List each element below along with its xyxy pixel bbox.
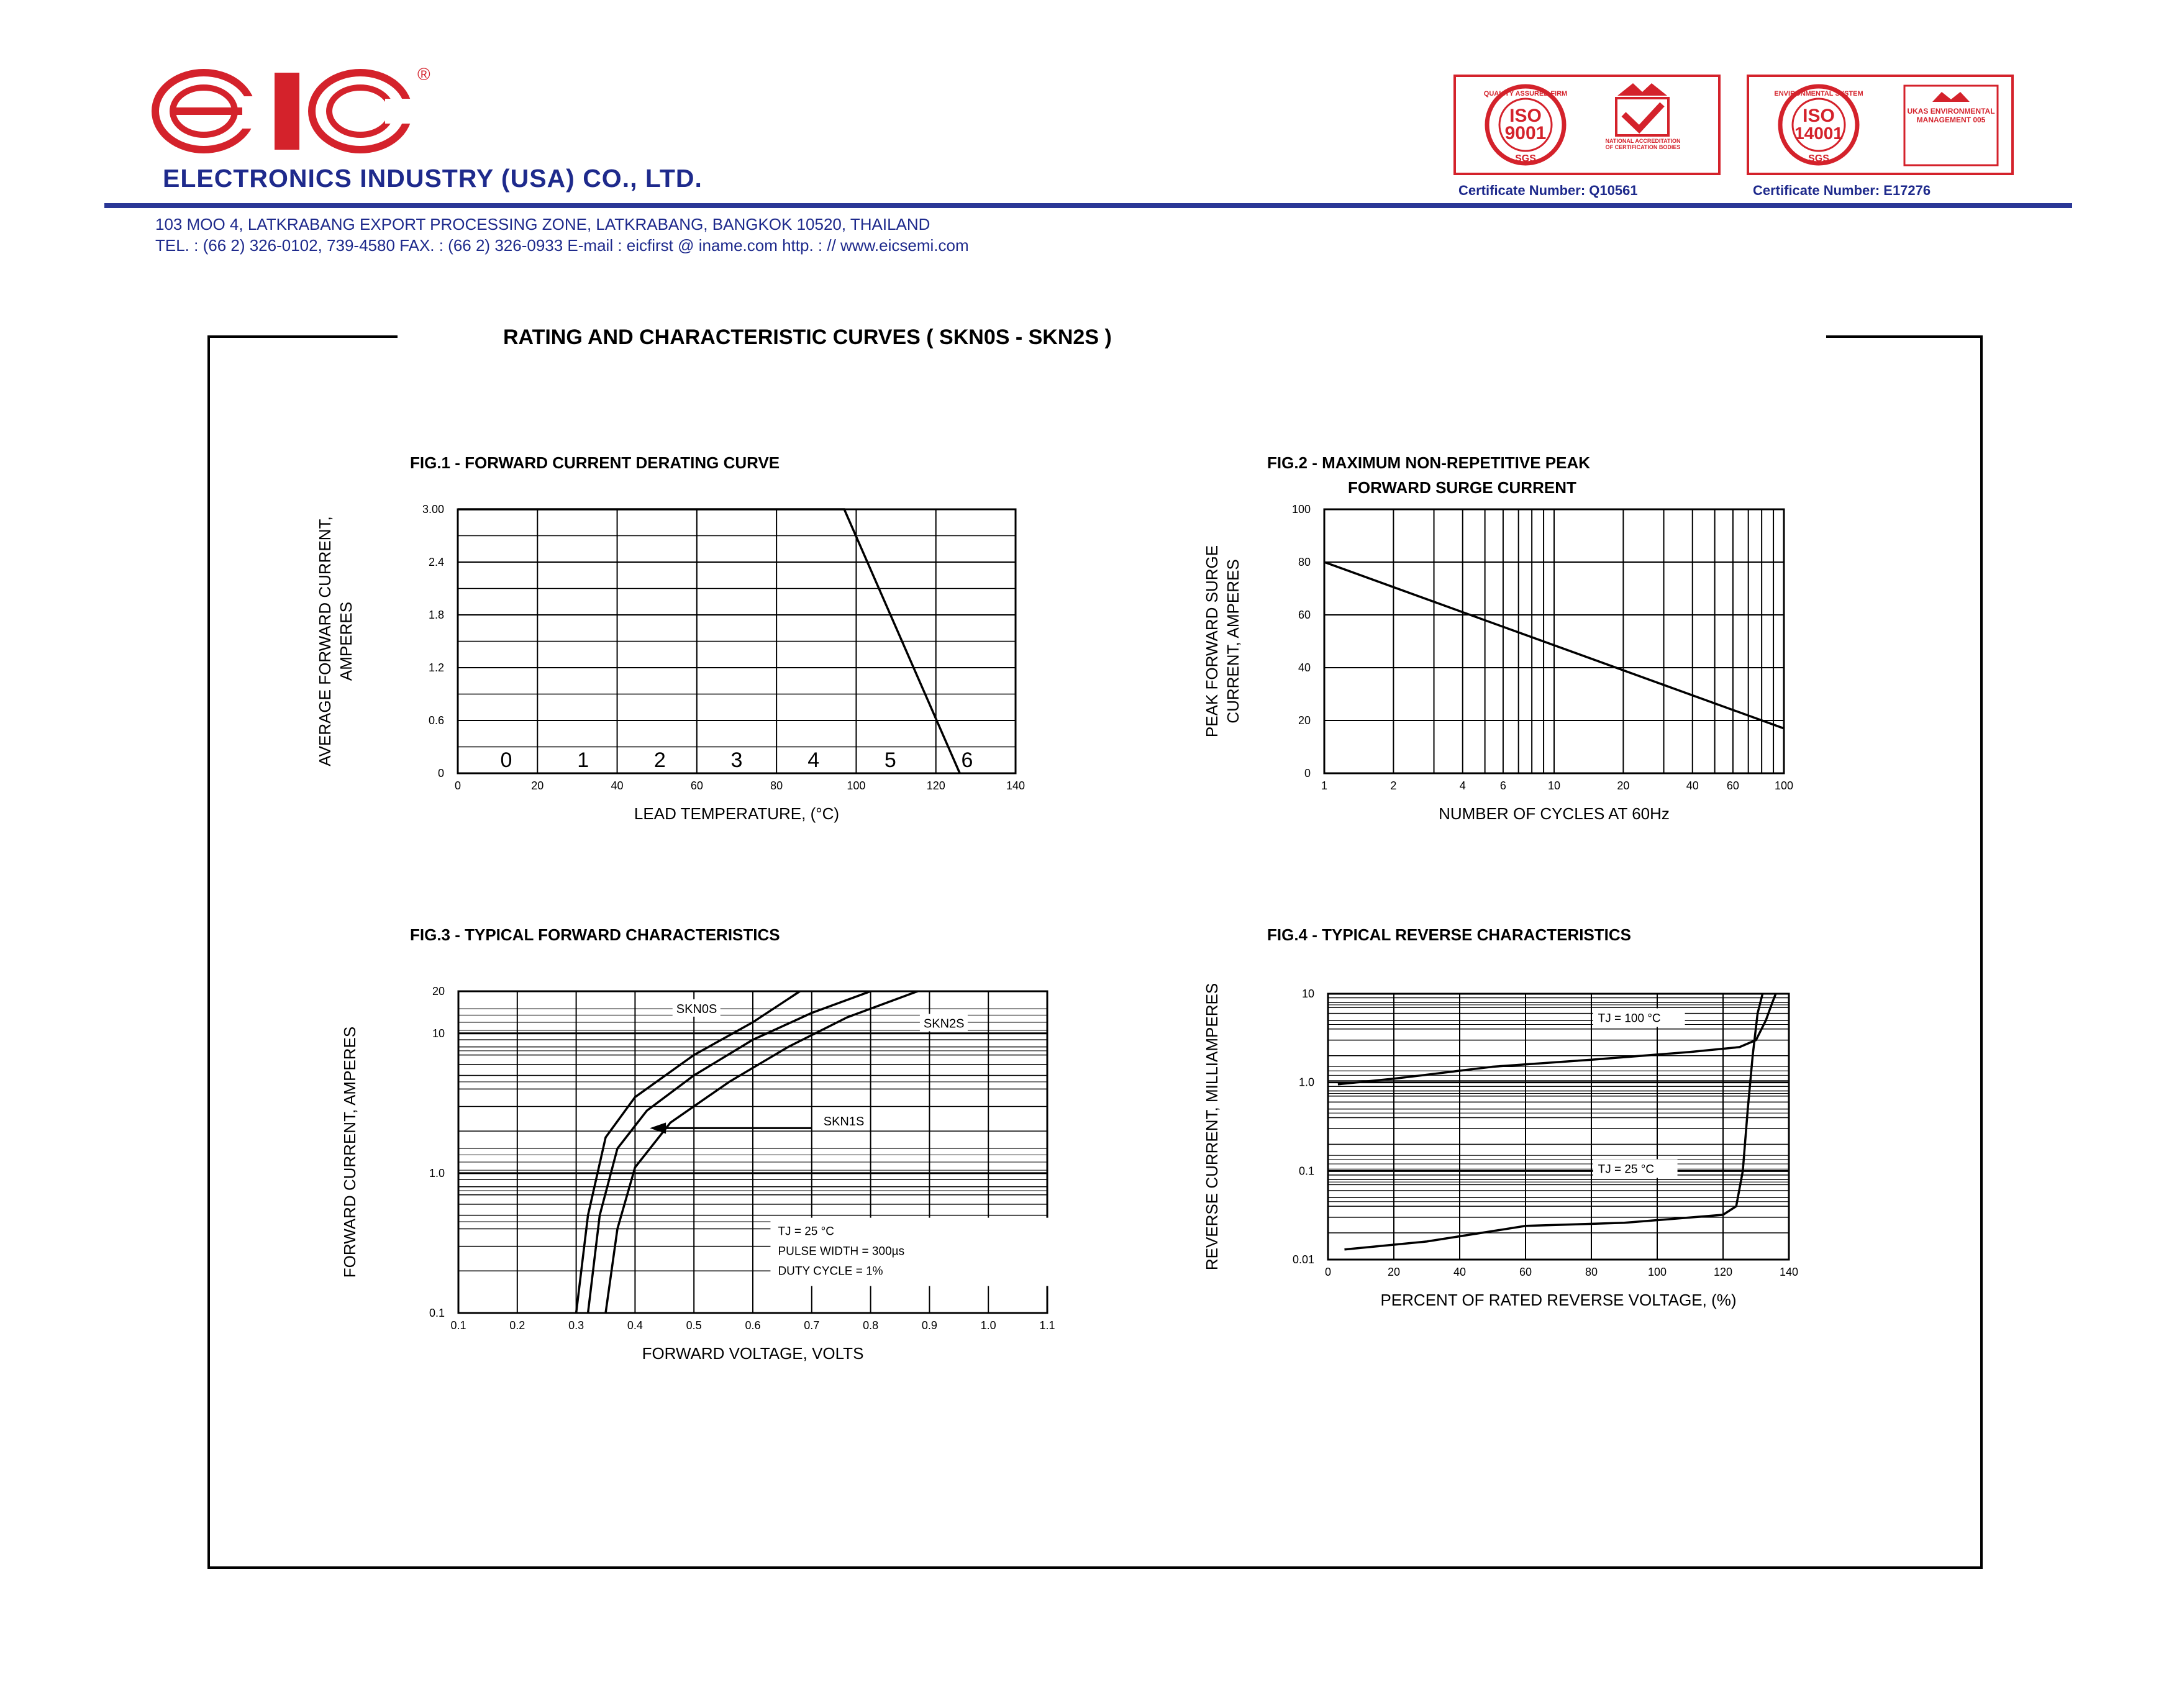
y-tick-label: 1.8 — [428, 609, 444, 621]
fig3-title: FIG.3 - TYPICAL FORWARD CHARACTERISTICS — [410, 925, 780, 944]
x-tick-label: 2 — [1390, 779, 1397, 792]
x-tick-label: 0.2 — [509, 1319, 525, 1332]
crown-icon — [1617, 83, 1667, 96]
arrow-head-icon — [650, 1122, 666, 1133]
company-contact: TEL. : (66 2) 326-0102, 739-4580 FAX. : (66 2) 326-0933 E-mail : eicfirst @ iname.com http. : // www.eicsemi.com — [155, 236, 969, 255]
x-tick-label: 60 — [1726, 779, 1739, 792]
y-axis-label: AMPERES — [337, 601, 355, 681]
y-tick-label: 80 — [1298, 556, 1311, 568]
x-tick-label: 4 — [1459, 779, 1466, 792]
x-tick-label: 100 — [1774, 779, 1794, 792]
series-label-skn2s: SKN2S — [923, 1017, 965, 1031]
y-axis-label: FORWARD CURRENT, AMPERES — [340, 1026, 359, 1278]
y-tick-label: 10 — [432, 1027, 445, 1040]
y-tick-label: 0.6 — [428, 714, 444, 727]
y-tick-label: 10 — [1301, 988, 1314, 1000]
iso14001-badge — [1747, 75, 2014, 175]
registered-mark: ® — [417, 65, 430, 84]
x-tick-label: 1.1 — [1039, 1319, 1055, 1332]
y-tick-label: 60 — [1298, 609, 1311, 621]
iso14001-number: 14001 — [1794, 124, 1843, 143]
y-tick-label: 0 — [1304, 767, 1311, 779]
x-tick-label: 1 — [1321, 779, 1328, 792]
x-tick-label: 20 — [531, 779, 544, 792]
iso9001-number: 9001 — [1504, 123, 1547, 143]
y-tick-label: 0.01 — [1292, 1253, 1314, 1266]
page-title: RATING AND CHARACTERISTIC CURVES ( SKN0S - SKN2S ) — [503, 325, 1112, 349]
x-tick-label: 120 — [926, 779, 945, 792]
y-tick-label: 0.1 — [429, 1307, 445, 1319]
iso14001-body: SGS — [1808, 153, 1829, 164]
x-tick-label: 80 — [770, 779, 783, 792]
x-axis-label: FORWARD VOLTAGE, VOLTS — [642, 1344, 864, 1363]
company-address: 103 MOO 4, LATKRABANG EXPORT PROCESSING ZONE, LATKRABANG, BANGKOK 10520, THAILAND — [155, 215, 930, 234]
iso9001-badge — [1453, 75, 1721, 175]
x-axis-label: PERCENT OF RATED REVERSE VOLTAGE, (%) — [1380, 1291, 1737, 1309]
x-tick-label: 80 — [1585, 1266, 1598, 1278]
annotation-text: TJ = 25 °C — [778, 1225, 834, 1238]
y-tick-label: 0 — [437, 767, 444, 779]
x-tick-label: 20 — [1617, 779, 1630, 792]
annotation-text: PULSE WIDTH = 300µs — [778, 1245, 905, 1258]
iso14001-side-text: UKAS ENVIRONMENTAL MANAGEMENT 005 — [1907, 107, 1995, 124]
x-tick-label: 0.6 — [745, 1319, 761, 1332]
inner-label: 5 — [884, 748, 896, 772]
iso14001-label: ISO — [1803, 106, 1835, 126]
inner-label: 6 — [961, 748, 973, 772]
x-tick-label: 140 — [1006, 779, 1026, 792]
y-axis-label: PEAK FORWARD SURGE — [1203, 545, 1221, 738]
fig4-reverse-chart — [1180, 956, 1839, 1354]
y-tick-label: 1.0 — [1298, 1076, 1314, 1089]
x-tick-label: 120 — [1713, 1266, 1733, 1278]
y-tick-label: 3.00 — [422, 503, 444, 516]
x-tick-label: 0.8 — [863, 1319, 879, 1332]
iso9001-label: ISO — [1509, 106, 1542, 126]
x-tick-label: 0 — [1324, 1266, 1332, 1278]
inner-label: 2 — [653, 748, 666, 772]
x-tick-label: 0.9 — [921, 1319, 937, 1332]
inner-label: 1 — [577, 748, 589, 772]
x-tick-label: 60 — [690, 779, 703, 792]
x-tick-label: 0.1 — [450, 1319, 466, 1332]
y-axis-label: AVERAGE FORWARD CURRENT, — [316, 516, 334, 766]
x-tick-label: 1.0 — [980, 1319, 996, 1332]
x-tick-label: 6 — [1499, 779, 1506, 792]
x-tick-label: 40 — [611, 779, 624, 792]
fig4-title: FIG.4 - TYPICAL REVERSE CHARACTERISTICS — [1267, 925, 1632, 944]
inner-label: 0 — [500, 748, 512, 772]
iso9001-side-text: NATIONAL ACCREDITATION OF CERTIFICATION BODIES — [1605, 138, 1681, 150]
x-tick-label: 0.7 — [804, 1319, 820, 1332]
y-tick-label: 1.2 — [428, 661, 444, 674]
y-tick-label: 2.4 — [428, 556, 444, 568]
iso9001-cert-number: Certificate Number: Q10561 — [1458, 183, 1638, 198]
x-axis-label: NUMBER OF CYCLES AT 60Hz — [1439, 804, 1670, 823]
y-tick-label: 0.1 — [1298, 1165, 1314, 1178]
series-label-skn0s: SKN0S — [676, 1002, 717, 1016]
iso9001-body: SGS — [1515, 153, 1536, 164]
fig3-forward-chart — [323, 969, 1106, 1397]
inner-label: 4 — [807, 748, 820, 772]
eic-logo — [149, 59, 472, 158]
y-axis-label: CURRENT, AMPERES — [1224, 559, 1242, 724]
series-label-skn1s: SKN1S — [823, 1114, 865, 1129]
x-axis-label: LEAD TEMPERATURE, (°C) — [634, 804, 840, 823]
x-tick-label: 0.4 — [627, 1319, 643, 1332]
series-label-tj100: TJ = 100 °C — [1598, 1012, 1661, 1025]
x-tick-label: 100 — [847, 779, 866, 792]
iso14001-ring-text: ENVIRONMENTAL SYSTEM — [1774, 90, 1863, 98]
crown-icon — [1932, 92, 1970, 102]
x-tick-label: 0.5 — [686, 1319, 702, 1332]
fig2-title-line2: FORWARD SURGE CURRENT — [1348, 478, 1576, 497]
series-label-tj25: TJ = 25 °C — [1598, 1163, 1655, 1176]
plot-area — [1328, 994, 1789, 1260]
fig2-surge-chart — [1180, 484, 1826, 832]
y-tick-label: 100 — [1291, 503, 1311, 516]
inner-label: 3 — [730, 748, 743, 772]
company-name: ELECTRONICS INDUSTRY (USA) CO., LTD. — [163, 164, 703, 193]
header-rule — [104, 203, 2072, 208]
x-tick-label: 0.3 — [568, 1319, 584, 1332]
x-tick-label: 100 — [1647, 1266, 1667, 1278]
iso14001-cert-number: Certificate Number: E17276 — [1753, 183, 1931, 198]
annotation-text: DUTY CYCLE = 1% — [778, 1265, 883, 1278]
x-tick-label: 40 — [1453, 1266, 1467, 1278]
check-icon — [1624, 104, 1662, 129]
iso9001-ring-text: QUALITY ASSURED FIRM — [1483, 90, 1568, 98]
y-tick-label: 20 — [1298, 714, 1311, 727]
fig1-derating-chart — [298, 484, 1044, 832]
series-line-1 — [1345, 994, 1763, 1250]
x-tick-label: 20 — [1387, 1266, 1401, 1278]
x-tick-label: 10 — [1547, 779, 1561, 792]
y-axis-label: REVERSE CURRENT, MILLIAMPERES — [1203, 983, 1221, 1271]
x-tick-label: 140 — [1779, 1266, 1799, 1278]
y-tick-label: 20 — [432, 985, 445, 997]
fig1-title: FIG.1 - FORWARD CURRENT DERATING CURVE — [410, 453, 780, 472]
x-tick-label: 60 — [1519, 1266, 1532, 1278]
y-tick-label: 40 — [1298, 661, 1311, 674]
x-tick-label: 0 — [454, 779, 462, 792]
y-tick-label: 1.0 — [429, 1166, 445, 1179]
fig2-title-line1: FIG.2 - MAXIMUM NON-REPETITIVE PEAK — [1267, 453, 1591, 472]
x-tick-label: 40 — [1686, 779, 1699, 792]
